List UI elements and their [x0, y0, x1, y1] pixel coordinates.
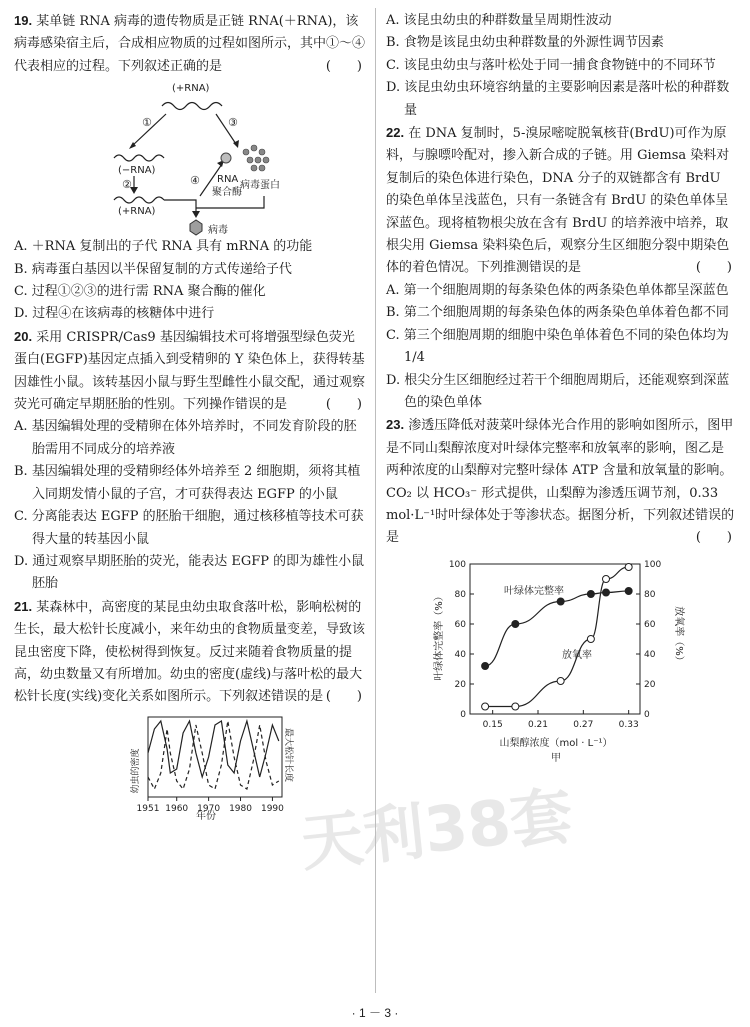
- data-point: [482, 662, 489, 669]
- virus-replication-figure: [14, 78, 366, 236]
- x-tick-label: 1951: [136, 803, 160, 814]
- option-d: D. 通过观察早期胚胎的荧光，能表达 EGFP 的即为雄性小鼠胚胎: [14, 553, 365, 592]
- data-point: [603, 589, 610, 596]
- left-column: [14, 10, 366, 821]
- x-tick-label: 0.33: [618, 719, 639, 730]
- question-22: [386, 122, 736, 414]
- plus-rna-2-label: (+RNA): [118, 206, 156, 218]
- chart-title: 甲: [551, 752, 561, 764]
- plus-rna-label: (+RNA): [172, 83, 210, 95]
- viral-protein-label: 病毒蛋白: [240, 180, 280, 192]
- data-point: [587, 635, 594, 642]
- sorbitol-chart: [386, 550, 736, 765]
- option-c: C. 过程①②③的进行需 RNA 聚合酶的催化: [14, 284, 266, 300]
- chart-y-label: 叶绿体完整率（%）: [434, 590, 445, 681]
- series-label: 放氧率: [562, 649, 592, 661]
- data-point: [625, 563, 632, 570]
- question-stem: 某森林中，高密度的某昆虫幼虫取食落叶松，影响松树的生长，最大松针长度减小，来年幼虫的食物质量变差，导致该昆虫密度下降，使松树得到恢复。反过来随着食物质量的提高，幼虫数量又有所增加。幼虫的密度(虚线)与落叶松的最大松针长度(实线)变化关系如图所示。下列叙述错误的是: [14, 599, 366, 705]
- question-stem: 渗透压降低对菠菜叶绿体光合作用的影响如图所示，图甲是不同山梨醇浓度对叶绿体完整率和放氧率的影响，图乙是两种浓度的山梨醇对完整叶绿体 ATP 含量和放氧量的影响。CO₂ 以 HCO₃⁻ 形式提供，山梨醇为渗透压调节剂，0.33 mol·L⁻¹时叶绿体处于等渗状态。据图分析，下列叙述错误的是: [386, 418, 735, 546]
- question-stem: 采用 CRISPR/Cas9 基因编辑技术可将增强型绿色荧光蛋白(EGFP)基因定点插入到受精卵的 Y 染色体上，获得转基因雄性小鼠。该转基因小鼠与野生型雌性小鼠交配，通过观察荧光可确定早期胚胎的性别。下列操作错误的是: [14, 329, 366, 413]
- rna-polymerase-label: RNA: [217, 174, 239, 186]
- y2-tick-label: 100: [644, 559, 662, 570]
- option-a: A. ＋RNA 复制出的子代 RNA 具有 mRNA 的功能: [14, 239, 313, 255]
- step-4-label: ④: [190, 174, 200, 188]
- option-a: A. 该昆虫幼虫的种群数量呈周期性波动: [386, 13, 612, 28]
- chart-y2-label: 放氧率（%）: [673, 605, 684, 666]
- option-c: C. 第三个细胞周期的细胞中染色单体着色不同的染色体均为 1/4: [386, 327, 729, 366]
- data-point: [512, 703, 519, 710]
- x-tick-label: 0.15: [482, 719, 503, 730]
- right-column: [386, 10, 736, 765]
- data-point: [557, 677, 564, 684]
- watermark: 天利38套: [297, 778, 576, 881]
- question-stem: 某单链 RNA 病毒的遗传物质是正链 RNA(＋RNA)，该病毒感染宿主后，合成相应物质的过程如图所示，其中①～④代表相应的过程。下列叙述正确的是: [14, 14, 366, 74]
- data-point: [557, 598, 564, 605]
- option-b: B. 基因编辑处理的受精卵经体外培养至 2 细胞期，须将其植入同期发情小鼠的子宫，才可获得表达 EGFP 的小鼠: [14, 464, 361, 502]
- x-tick-label: 1980: [229, 803, 252, 814]
- option-c: C. 该昆虫幼虫与落叶松处于同一捕食食物链中的不同环节: [386, 57, 716, 73]
- data-point: [625, 587, 632, 594]
- question-number: 23.: [386, 417, 405, 433]
- question-number: 20.: [14, 328, 33, 344]
- y2-tick-label: 0: [644, 709, 650, 720]
- option-b: B. 病毒蛋白基因以半保留复制的方式传递给子代: [14, 261, 292, 277]
- option-b: B. 食物是该昆虫幼虫种群数量的外源性调节因素: [386, 35, 664, 51]
- question-23: [386, 414, 736, 764]
- data-point: [587, 590, 594, 597]
- step-3-label: ③: [228, 116, 238, 130]
- option-d: D. 过程④在该病毒的核糖体中进行: [14, 306, 215, 322]
- answer-paren: ( ): [695, 530, 732, 546]
- y2-tick-label: 80: [644, 589, 656, 600]
- data-point: [482, 703, 489, 710]
- y-tick-label: 100: [448, 559, 466, 570]
- x-tick-label: 1970: [197, 803, 221, 814]
- option-d: D. 该昆虫幼虫环境容纳量的主要影响因素是落叶松的种群数量: [386, 80, 730, 118]
- series-label: 叶绿体完整率: [504, 585, 564, 597]
- option-a: A. 第一个细胞周期的每条染色体的两条染色单体都呈深蓝色: [386, 282, 729, 298]
- data-point: [512, 620, 519, 627]
- chart-x-label: 年份: [196, 810, 216, 821]
- y2-tick-label: 60: [644, 619, 656, 630]
- chart-y-label: 幼虫的密度: [131, 748, 141, 794]
- y-tick-label: 60: [454, 619, 466, 630]
- y-tick-label: 40: [454, 649, 466, 660]
- page-number: · 1 － 3 ·: [351, 1006, 399, 1020]
- y-tick-label: 0: [460, 709, 466, 720]
- answer-paren: ( ): [325, 58, 362, 74]
- answer-paren: ( ): [695, 260, 732, 276]
- chart-x-label: 山梨醇浓度（mol · L⁻¹）: [499, 737, 613, 749]
- question-stem: 在 DNA 复制时，5-溴尿嘧啶脱氧核苷(BrdU)可作为原料，与腺嘌呤配对，掺入新合成的子链。用 Giemsa 染料对复制后的染色体进行染色，DNA 分子的双链都含有 BrdU 的染色单体呈浅蓝色，只有一条链含有 BrdU 的染色单体呈深蓝色。现将植物根尖放在含有 BrdU 的培养液中培养，取根尖用 Giemsa 染料染色后，观察分生区细胞分裂中期染色体的着色情况。下列推测错误的是: [386, 126, 730, 276]
- data-point: [603, 575, 610, 582]
- answer-paren: ( ): [325, 397, 362, 413]
- y-tick-label: 20: [454, 679, 466, 690]
- x-tick-label: 1990: [260, 803, 284, 814]
- minus-rna-label: (−RNA): [118, 165, 156, 177]
- larch-insect-chart: [14, 709, 366, 821]
- x-tick-label: 1960: [165, 803, 189, 814]
- y-tick-label: 80: [454, 589, 466, 600]
- option-a: A. 基因编辑处理的受精卵在体外培养时，不同发育阶段的胚胎需用不同成分的培养液: [14, 419, 357, 457]
- chart-y2-label: 最大松针长度: [283, 727, 293, 782]
- y2-tick-label: 20: [644, 679, 656, 690]
- series-line: [148, 721, 279, 777]
- step-1-label: ①: [142, 116, 152, 130]
- answer-paren: ( ): [325, 689, 362, 705]
- rna-polymerase-label-2: 聚合酶: [212, 187, 242, 199]
- question-19: [14, 10, 366, 326]
- question-number: 19.: [14, 13, 33, 28]
- virus-label: 病毒: [208, 225, 228, 237]
- question-number: 21.: [14, 598, 33, 614]
- option-c: C. 分离能表达 EGFP 的胚胎干细胞，通过核移植等技术可获得大量的转基因小鼠: [14, 509, 364, 547]
- question-number: 22.: [386, 125, 405, 141]
- option-b: B. 第二个细胞周期的每条染色体的两条染色单体着色都不同: [386, 305, 729, 321]
- x-tick-label: 0.21: [527, 719, 549, 730]
- option-d: D. 根尖分生区细胞经过若干个细胞周期后，还能观察到深蓝色的染色单体: [386, 372, 730, 410]
- y2-tick-label: 40: [644, 649, 656, 660]
- question-21: [14, 596, 366, 821]
- question-20: [14, 326, 366, 596]
- question-21-options: [386, 10, 736, 122]
- x-tick-label: 0.27: [573, 719, 594, 730]
- step-2-label: ②: [122, 178, 132, 192]
